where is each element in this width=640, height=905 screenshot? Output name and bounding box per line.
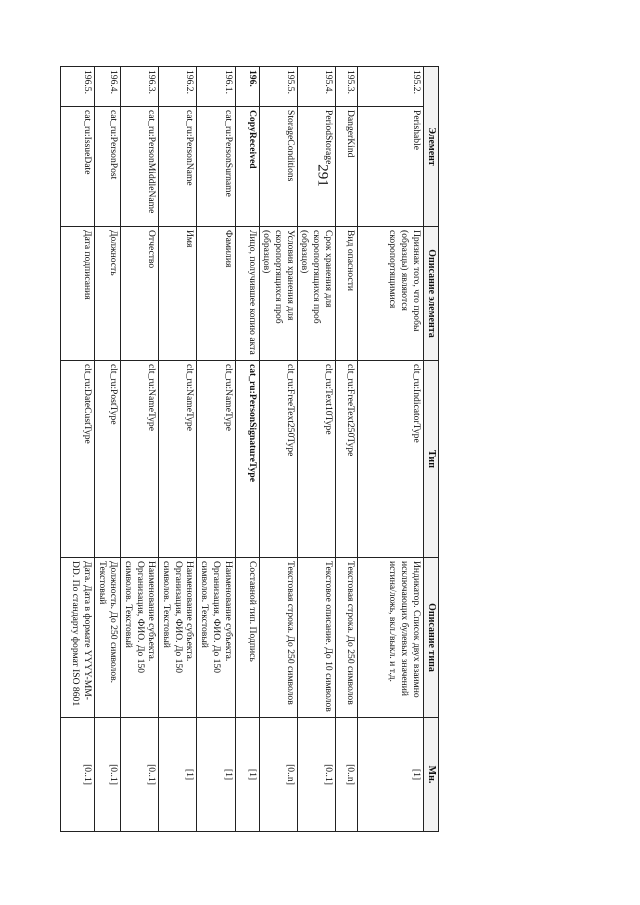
row-element: cat_ru:PersonName xyxy=(159,107,197,227)
row-type-description: Составной тип. Подпись xyxy=(235,558,259,718)
row-multiplicity: [0..n] xyxy=(335,718,357,832)
row-number: 195.3. xyxy=(335,67,357,107)
table-row xyxy=(259,67,297,832)
row-description: Условия хранения для скоропортящихся проб (образцов) xyxy=(259,227,297,361)
row-type-description: Дата. Дата в формате YYYY-MM-DD. По стандарту формат ISO 8601 xyxy=(60,558,94,718)
row-element: PeriodStorage xyxy=(297,107,335,227)
row-type: clt_ru:NameType xyxy=(121,361,159,558)
rotated-table-frame xyxy=(70,66,439,831)
table-row xyxy=(335,67,357,832)
header-description: Описание элемента xyxy=(423,227,438,361)
row-element: cat_ru:PersonPost xyxy=(94,107,120,227)
header-type: Тип xyxy=(423,361,438,558)
schema-table xyxy=(60,66,439,832)
row-multiplicity: [0..1] xyxy=(297,718,335,832)
row-type-description: Должность. До 250 символов. Текстовый xyxy=(94,558,120,718)
row-element: cat_ru:PersonSurname xyxy=(197,107,235,227)
row-multiplicity: [1] xyxy=(197,718,235,832)
row-type: clt_ru:DateCustType xyxy=(60,361,94,558)
row-multiplicity: [0..1] xyxy=(94,718,120,832)
row-type-description: Текстовая строка. До 250 символов xyxy=(335,558,357,718)
header-multiplicity: Мн. xyxy=(423,718,438,832)
row-type: clt_ru:IndicatorType xyxy=(357,361,423,558)
row-type-description: Наименование субъекта. Организация, ФИО. До 150 символов. Текстовый xyxy=(121,558,159,718)
row-number: 195.4. xyxy=(297,67,335,107)
row-type: clt_ru:Text10Type xyxy=(297,361,335,558)
table-row xyxy=(197,67,235,832)
row-multiplicity: [0..n] xyxy=(259,718,297,832)
row-type-description: Наименование субъекта. Организация, ФИО. До 150 символов. Текстовый xyxy=(197,558,235,718)
row-element: CopyReceived xyxy=(235,107,259,227)
row-number: 195.2. xyxy=(357,67,423,107)
table-row xyxy=(60,67,94,832)
row-type-description: Индикатор. Список двух взаимно исключающих булевых значений истина/ложь, вкл./выкл. и т.д. xyxy=(357,558,423,718)
header-type-description: Описание типа xyxy=(423,558,438,718)
row-number: 196.5. xyxy=(60,67,94,107)
row-description: Имя xyxy=(159,227,197,361)
row-number: 196.3. xyxy=(121,67,159,107)
table-row xyxy=(235,67,259,832)
row-multiplicity: [1] xyxy=(357,718,423,832)
row-number: 196. xyxy=(235,67,259,107)
row-multiplicity: [0..1] xyxy=(60,718,94,832)
table-row xyxy=(94,67,120,832)
header-element: Элемент xyxy=(423,67,438,227)
row-description: Фамилия xyxy=(197,227,235,361)
row-multiplicity: [0..1] xyxy=(121,718,159,832)
row-number: 195.5. xyxy=(259,67,297,107)
row-type-description: Текстовая строка. До 250 символов xyxy=(259,558,297,718)
row-description: Вид опасности xyxy=(335,227,357,361)
row-element: cat_ru:IssueDate xyxy=(60,107,94,227)
row-description: Признак того, что пробы (образцы) являются скоропортящимися xyxy=(357,227,423,361)
row-multiplicity: [1] xyxy=(159,718,197,832)
row-type: cat_ru:PersonSignatureType xyxy=(235,361,259,558)
row-element: DangerKind xyxy=(335,107,357,227)
table-row xyxy=(357,67,423,832)
row-element: Perishable xyxy=(357,107,423,227)
row-type-description: Текстовое описание. До 10 символов xyxy=(297,558,335,718)
row-description: Дата подписания xyxy=(60,227,94,361)
table-header-row xyxy=(423,67,438,832)
row-element: StorageConditions xyxy=(259,107,297,227)
row-number: 196.1. xyxy=(197,67,235,107)
row-description: Должность xyxy=(94,227,120,361)
row-type: clt_ru:NameType xyxy=(159,361,197,558)
row-type: clt_ru:NameType xyxy=(197,361,235,558)
table-row xyxy=(159,67,197,832)
row-number: 196.4. xyxy=(94,67,120,107)
row-type-description: Наименование субъекта. Организация, ФИО. До 150 символов. Текстовый xyxy=(159,558,197,718)
row-element: cat_ru:PersonMiddleName xyxy=(121,107,159,227)
row-type: clt_ru:FreeText250Type xyxy=(335,361,357,558)
row-multiplicity: [1] xyxy=(235,718,259,832)
table-row xyxy=(121,67,159,832)
row-type: clt_ru:FreeText250Type xyxy=(259,361,297,558)
row-number: 196.2. xyxy=(159,67,197,107)
table-row xyxy=(297,67,335,832)
page-number: 291 xyxy=(314,164,331,187)
table-container xyxy=(70,66,439,831)
row-description: Лицо, получившее копию акта xyxy=(235,227,259,361)
row-type: clt_ru:PostType xyxy=(94,361,120,558)
row-description: Срок хранения для скоропортящихся проб (образцов) xyxy=(297,227,335,361)
row-description: Отчество xyxy=(121,227,159,361)
